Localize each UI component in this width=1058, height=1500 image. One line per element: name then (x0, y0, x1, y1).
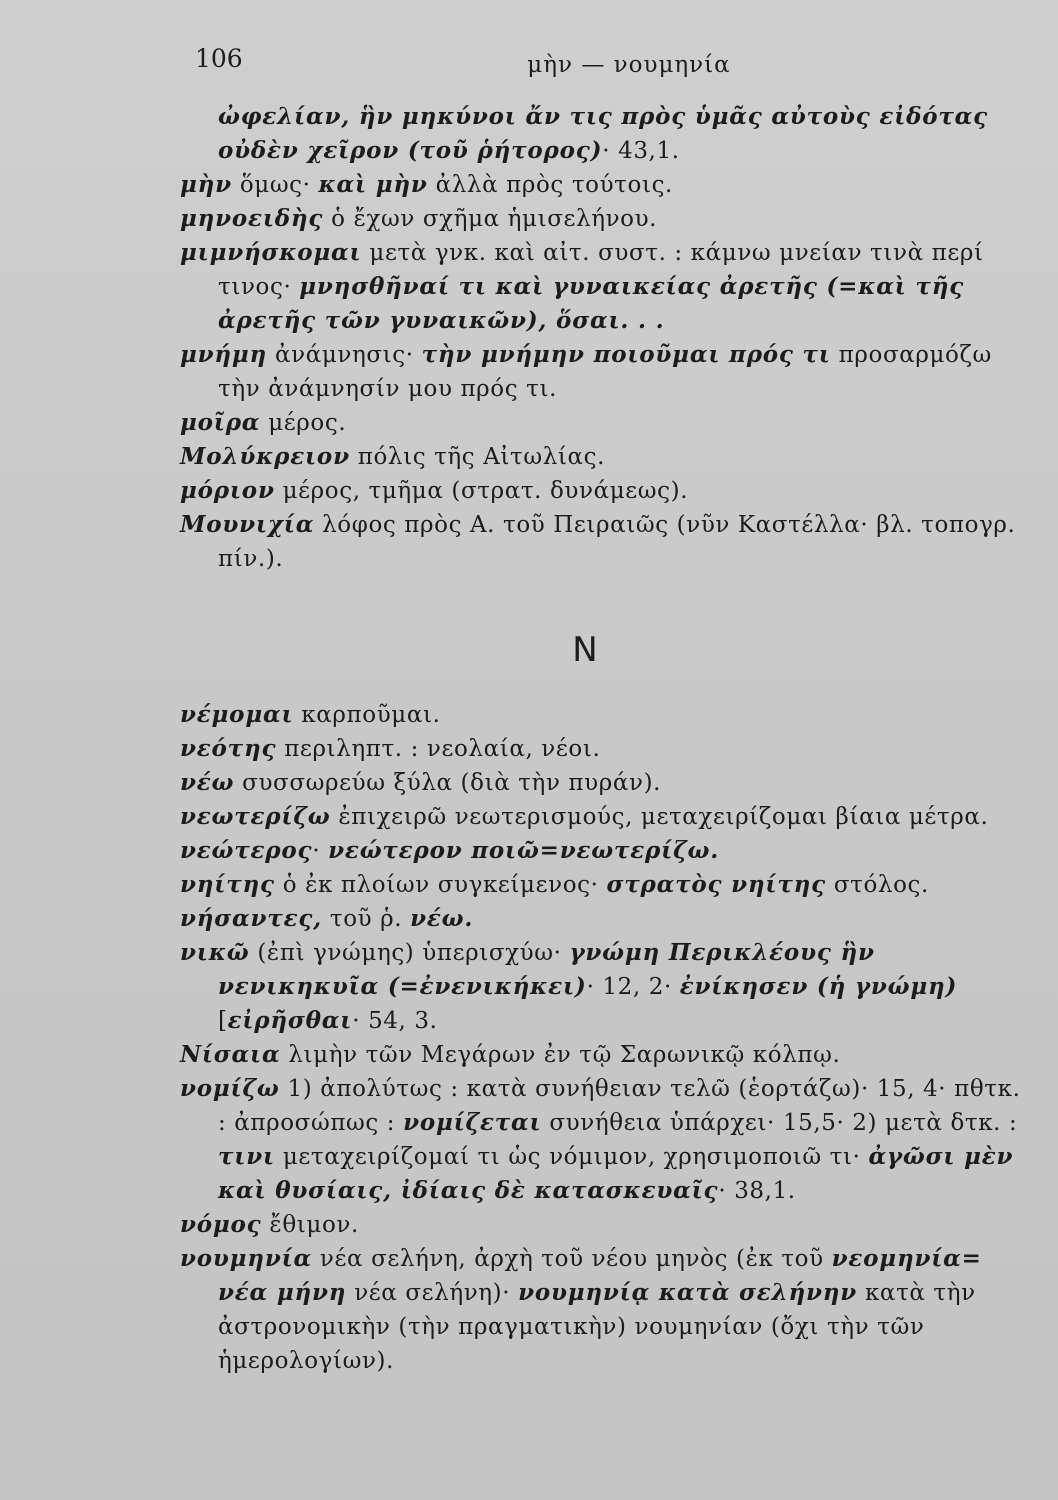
dictionary-entry (180, 236, 1030, 338)
entry-headword: νεωτερίζω (180, 803, 331, 830)
entry-text: νέα σελήνη, ἀρχὴ τοῦ νέου μηνὸς (ἐκ τοῦ (312, 1246, 832, 1272)
page-number: 106 (195, 44, 243, 73)
entry-text: συσσωρεύω ξύλα (διὰ τὴν πυράν). (234, 770, 662, 796)
entry-text: τοῦ ῥ. (321, 906, 411, 932)
entry-headword: στρατὸς νηίτης (606, 871, 826, 898)
entry-headword: νέμομαι (180, 701, 294, 728)
entries-section-m (180, 100, 1030, 576)
entry-text: συνήθεια ὑπάρχει· 15,5· 2) μετὰ δτκ. : (541, 1110, 1018, 1136)
entry-text: ὁ ἐκ πλοίων συγκείμενος· (274, 872, 607, 898)
entry-text: στόλος. (825, 872, 929, 898)
entry-headword: νεώτερον ποιῶ=νεωτερίζω. (328, 837, 719, 864)
entry-text: νέα σελήνη)· (346, 1280, 519, 1306)
entry-text: · 12, 2· (586, 974, 680, 1000)
entry-headword: νεότης (180, 735, 277, 762)
entry-headword: νηίτης (180, 871, 275, 898)
dictionary-entry (180, 508, 1030, 576)
dictionary-entry (180, 698, 1030, 732)
dictionary-entry (180, 406, 1030, 440)
entry-text: · 43,1. (602, 138, 680, 164)
dictionary-entry (180, 800, 1030, 834)
entry-headword: ἀγῶσι μὲν καὶ θυσίαις, ἰδίαις δὲ κατασκευαῖς (218, 1143, 1014, 1204)
dictionary-entry (180, 868, 1030, 902)
entry-headword: γνώμη Περικλέους ἣν νενικηκυῖα (=ἐνενικήκει) (218, 939, 875, 1000)
dictionary-entry (180, 168, 1030, 202)
entry-headword: τὴν μνήμην ποιοῦμαι πρός τι (421, 341, 831, 368)
entry-headword: μνήμη (180, 341, 268, 368)
dictionary-entry (180, 202, 1030, 236)
entry-headword: νουμηνία (180, 1245, 313, 1272)
entry-headword: ἐνίκησεν (ἡ γνώμη) (679, 973, 958, 1000)
entry-text: ἐπιχειρῶ νεωτερισμούς, μεταχειρίζομαι βίαια μέτρα. (330, 804, 989, 830)
dictionary-entry (180, 338, 1030, 406)
dictionary-entry (180, 1072, 1030, 1208)
entry-text: (ἐπὶ γνώμης) ὑπερισχύω· (249, 940, 570, 966)
entry-headword: καὶ μὴν (318, 171, 428, 198)
entry-headword: νομίζεται (403, 1109, 542, 1136)
entry-headword: μιμνήσκομαι (180, 239, 362, 266)
dictionary-entry (180, 1208, 1030, 1242)
entry-headword: νέω (180, 769, 235, 796)
entry-text: ὅμως· (231, 172, 319, 198)
entries-section-n (180, 698, 1030, 1378)
entry-headword: νήσαντες, (180, 905, 322, 932)
entry-text: ἀλλὰ πρὸς τούτοις. (427, 172, 673, 198)
entry-text: καρποῦμαι. (293, 702, 441, 728)
dictionary-entry (180, 834, 1030, 868)
entry-text: κατὰ τὴν ἀστρονομικὴν (τὴν πραγματικὴν) νουμηνίαν (ὄχι τὴν τῶν ἡμερολογίων). (218, 1280, 976, 1374)
dictionary-entry (180, 474, 1030, 508)
entry-text: · 38,1. (718, 1178, 796, 1204)
entry-headword: νόμος (180, 1211, 262, 1238)
entry-text: μεταχειρίζομαί τι ὡς νόμιμον, χρησιμοποιῶ τι· (274, 1144, 869, 1170)
entry-headword: εἰρῆσθαι (227, 1007, 353, 1034)
dictionary-entry (180, 936, 1030, 1038)
entry-text: λόφος πρὸς Α. τοῦ Πειραιῶς (νῦν Καστέλλα· βλ. τοπογρ. πίν.). (218, 512, 1016, 572)
entry-headword: νομίζω (180, 1075, 280, 1102)
entry-headword: μοῖρα (180, 409, 261, 436)
entry-headword: Μολύκρειον (180, 443, 350, 470)
entry-headword: νεώτερος (180, 837, 313, 864)
entry-text: μετὰ γνκ. καὶ αἰτ. συστ. : κάμνω μνείαν τινὰ περί τινος· (218, 240, 984, 300)
entry-text: μέρος. (260, 410, 347, 436)
entry-text: ὁ ἔχων σχῆμα ἡμισελήνου. (323, 206, 658, 232)
entry-headword: μηνοειδὴς (180, 205, 324, 232)
dictionary-entry (180, 732, 1030, 766)
dictionary-entry (180, 902, 1030, 936)
entry-text: προσαρμόζω τὴν ἀνάμνησίν μου πρός τι. (218, 342, 992, 402)
entry-headword: νικῶ (180, 939, 250, 966)
dictionary-body (180, 100, 1030, 1378)
entry-headword: Νίσαια (180, 1041, 281, 1068)
running-head: μὴν — νουμηνία (527, 52, 731, 78)
section-letter: N (572, 630, 598, 670)
dictionary-entry (180, 440, 1030, 474)
entry-headword: νουμηνίᾳ κατὰ σελήνην (518, 1279, 858, 1306)
entry-text: περιληπτ. : νεολαία, νέοι. (276, 736, 601, 762)
entry-text: πόλις τῆς Αἰτωλίας. (349, 444, 606, 470)
dictionary-entry (180, 766, 1030, 800)
entry-headword: νεομηνία= νέα μήνη (218, 1245, 982, 1306)
entry-text: λιμὴν τῶν Μεγάρων ἐν τῷ Σαρωνικῷ κόλπῳ. (280, 1042, 841, 1068)
entry-headword: τινι (218, 1143, 275, 1170)
entry-text: [ (218, 1008, 228, 1034)
entry-headword: ὠφελίαν, ἣν μηκύνοι ἄν τις πρὸς ὑμᾶς αὐτοὺς εἰδότας οὐδὲν χεῖρον (τοῦ ῥήτορος) (218, 103, 988, 164)
entry-text: ἀνάμνησις· (267, 342, 422, 368)
entry-text: ἔθιμον. (261, 1212, 359, 1238)
entry-headword: μόριον (180, 477, 275, 504)
entry-text: · (312, 838, 329, 864)
entry-headword: μὴν (180, 171, 232, 198)
entry-headword: νέω. (410, 905, 474, 932)
entry-text: μέρος, τμῆμα (στρατ. δυνάμεως). (274, 478, 689, 504)
entry-text: · 54, 3. (352, 1008, 438, 1034)
dictionary-entry (180, 100, 1030, 168)
entry-headword: Μουνιχία (180, 511, 315, 538)
entry-text: 1) ἀπολύτως : κατὰ συνήθειαν τελῶ (ἑορτάζω)· 15, 4· πθτκ. : ἀπροσώπως : (218, 1076, 1021, 1136)
entry-headword: μνησθῆναί τι καὶ γυναικείας ἀρετῆς (=καὶ τῆς ἀρετῆς τῶν γυναικῶν), ὅσαι. . . (218, 273, 965, 334)
dictionary-entry (180, 1038, 1030, 1072)
dictionary-entry (180, 1242, 1030, 1378)
